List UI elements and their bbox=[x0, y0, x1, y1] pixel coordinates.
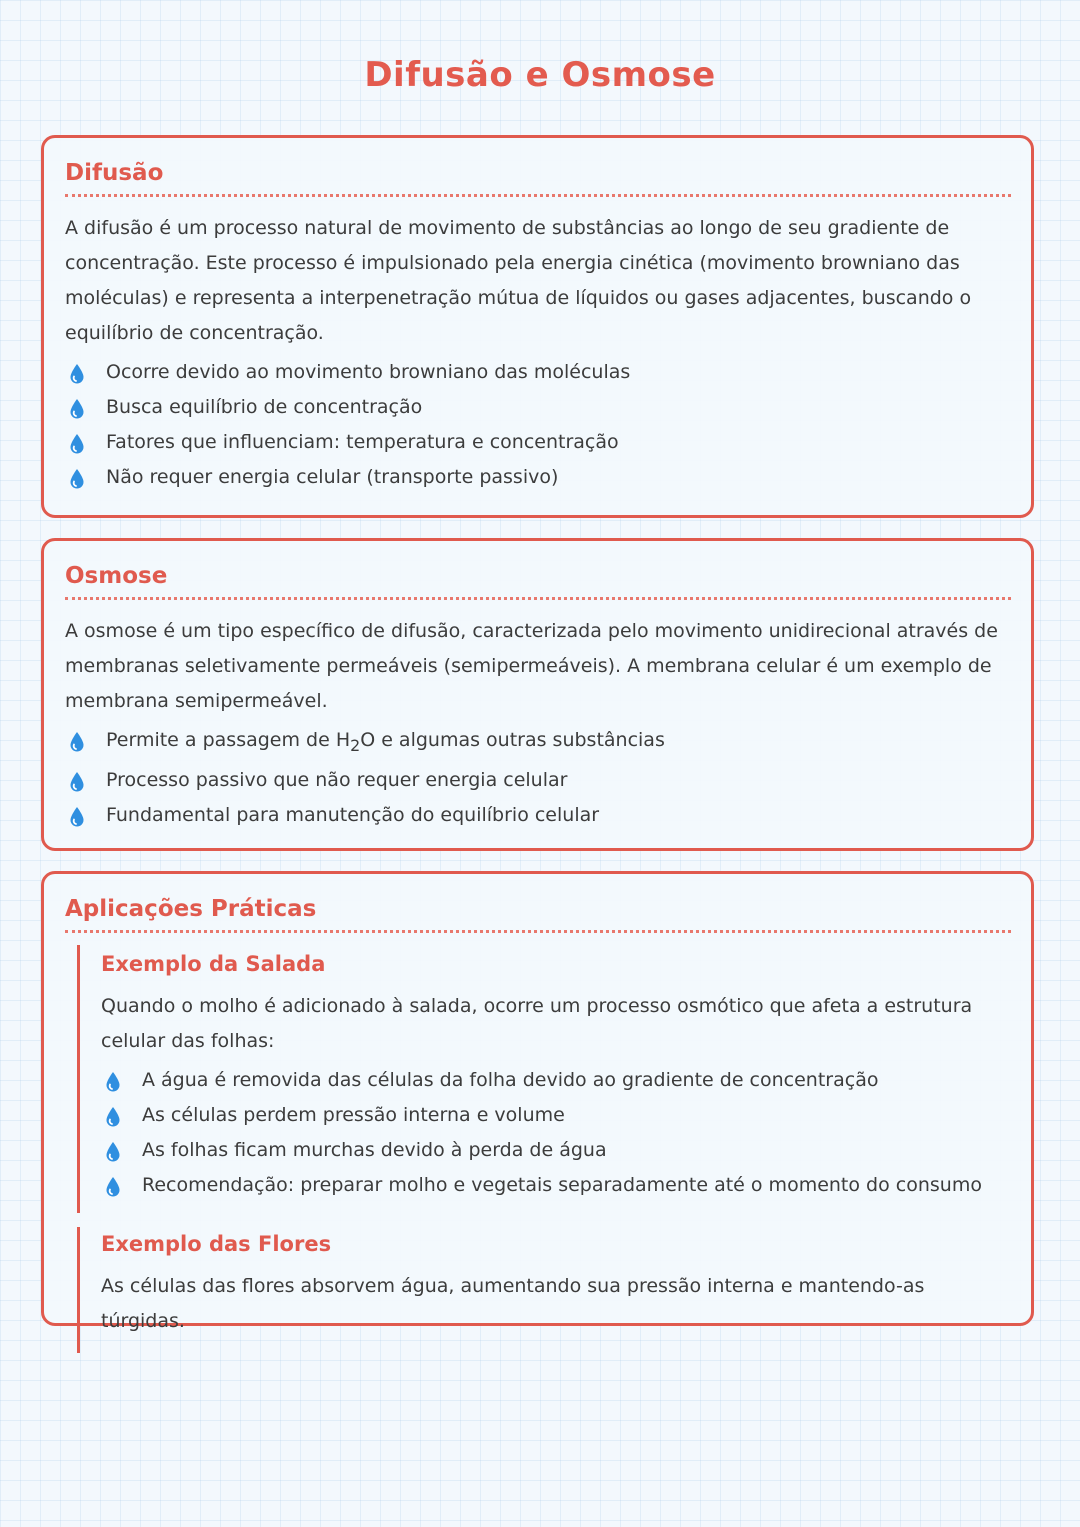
list-item bbox=[65, 355, 1011, 390]
list-item-text-h2o-after: O e algumas outras substâncias bbox=[360, 729, 665, 751]
list-item-text: Não requer energia celular (transporte passivo) bbox=[106, 466, 559, 488]
list-item bbox=[101, 1098, 1011, 1133]
paragraph-salada: Quando o molho é adicionado à salada, ocorre um processo osmótico que afeta a estrutura celular das folhas: bbox=[101, 995, 973, 1052]
page-title: Difusão e Osmose bbox=[364, 55, 716, 95]
example-salada bbox=[77, 945, 1011, 1213]
paragraph-difusao: A difusão é um processo natural de movimento de substâncias ao longo de seu gradiente de concentração. Este processo é impulsionado pela energia cinética (movimento browniano das moléculas) e representa a interpenetração mútua de líquidos ou gases adjacentes, buscando o equilíbrio de concentração. bbox=[65, 217, 972, 344]
subscript-2: 2 bbox=[350, 735, 361, 755]
water-drop-icon bbox=[69, 805, 85, 827]
list-item bbox=[65, 460, 1011, 495]
list-item bbox=[65, 798, 1011, 833]
section-heading-difusao: Difusão bbox=[65, 158, 1011, 197]
list-item-text: Ocorre devido ao movimento browniano das moléculas bbox=[106, 361, 631, 383]
example-heading-salada: Exemplo da Salada bbox=[101, 952, 326, 976]
list-item-text: Fundamental para manutenção do equilíbrio celular bbox=[106, 803, 600, 826]
water-drop-icon bbox=[69, 467, 85, 489]
list-item-text: Processo passivo que não requer energia celular bbox=[106, 768, 568, 791]
list-item-text: Busca equilíbrio de concentração bbox=[106, 396, 423, 418]
card-aplicacoes bbox=[41, 871, 1034, 1332]
list-item bbox=[101, 1168, 1011, 1203]
bullet-list-salada bbox=[101, 1063, 1011, 1203]
water-drop-icon bbox=[105, 1140, 121, 1162]
paragraph-flores: As células das flores absorvem água, aumentando sua pressão interna e mantendo-as túrgidas. bbox=[101, 1275, 925, 1332]
water-drop-icon bbox=[69, 770, 85, 792]
list-item bbox=[65, 723, 1011, 763]
card-osmose bbox=[41, 538, 1034, 851]
section-heading-aplicacoes: Aplicações Práticas bbox=[65, 894, 1011, 933]
list-item bbox=[65, 763, 1011, 798]
water-drop-icon bbox=[69, 730, 85, 752]
list-item-text: Recomendação: preparar molho e vegetais separadamente até o momento do consumo bbox=[142, 1174, 982, 1196]
list-item bbox=[101, 1063, 1011, 1098]
list-item bbox=[65, 390, 1011, 425]
list-item-text: Fatores que influenciam: temperatura e concentração bbox=[106, 431, 619, 453]
bullet-list-difusao bbox=[65, 355, 1011, 495]
section-heading-osmose: Osmose bbox=[65, 561, 1011, 600]
list-item-text: As células perdem pressão interna e volume bbox=[142, 1104, 565, 1126]
example-heading-flores: Exemplo das Flores bbox=[101, 1232, 332, 1256]
water-drop-icon bbox=[105, 1105, 121, 1127]
list-item-text: As folhas ficam murchas devido à perda de água bbox=[142, 1139, 607, 1161]
water-drop-icon bbox=[105, 1070, 121, 1092]
list-item bbox=[101, 1133, 1011, 1168]
bullet-list-osmose bbox=[65, 723, 1011, 833]
list-item-text-h2o-before: Permite a passagem de H bbox=[106, 729, 351, 751]
paragraph-osmose: A osmose é um tipo específico de difusão, caracterizada pelo movimento unidirecional através de membranas seletivamente permeáveis (semipermeáveis). A membrana celular é um exemplo de membrana semipermeável. bbox=[65, 620, 998, 712]
water-drop-icon bbox=[69, 397, 85, 419]
water-drop-icon bbox=[69, 362, 85, 384]
list-item-text: A água é removida das células da folha devido ao gradiente de concentração bbox=[142, 1069, 879, 1091]
list-item bbox=[65, 425, 1011, 460]
water-drop-icon bbox=[69, 432, 85, 454]
example-flores bbox=[77, 1227, 1011, 1353]
card-difusao bbox=[41, 135, 1034, 518]
water-drop-icon bbox=[105, 1175, 121, 1197]
